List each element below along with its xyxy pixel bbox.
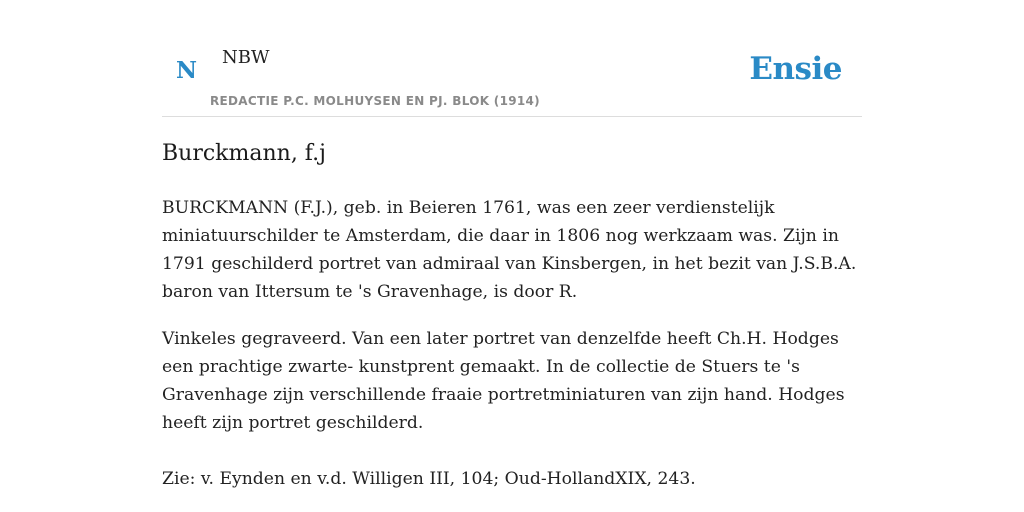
article: [162, 138, 862, 493]
article-title: Burckmann, f.j: [162, 141, 326, 166]
article-references: Zie: v. Eynden en v.d. Willigen III, 104; Oud-HollandXIX, 243.: [162, 469, 696, 489]
ensie-logo[interactable]: Ensie: [749, 51, 842, 87]
source-subtitle: REDACTIE P.C. MOLHUYSEN EN PJ. BLOK (1914): [210, 94, 540, 108]
source-logo[interactable]: N: [176, 57, 198, 84]
article-paragraph: Vinkeles gegraveerd. Van een later portret van denzelfde heeft Ch.H. Hodges een prachtige zwarte- kunstprent gemaakt. In de collectie de Stuers te 's Gravenhage zijn verschillende fraaie portretminiaturen van zijn hand. Hodges heeft zijn portret geschilderd.: [162, 329, 845, 433]
article-paragraph: BURCKMANN (F.J.), geb. in Beieren 1761, was een zeer verdienstelijk miniatuurschilder te Amsterdam, die daar in 1806 nog werkzaam was. Zijn in 1791 geschilderd portret van admiraal van Kinsbergen, in het bezit van J.S.B.A. baron van Ittersum te 's Gravenhage, is door R.: [162, 198, 857, 302]
site-header: [162, 0, 862, 117]
source-name[interactable]: NBW: [222, 47, 270, 68]
